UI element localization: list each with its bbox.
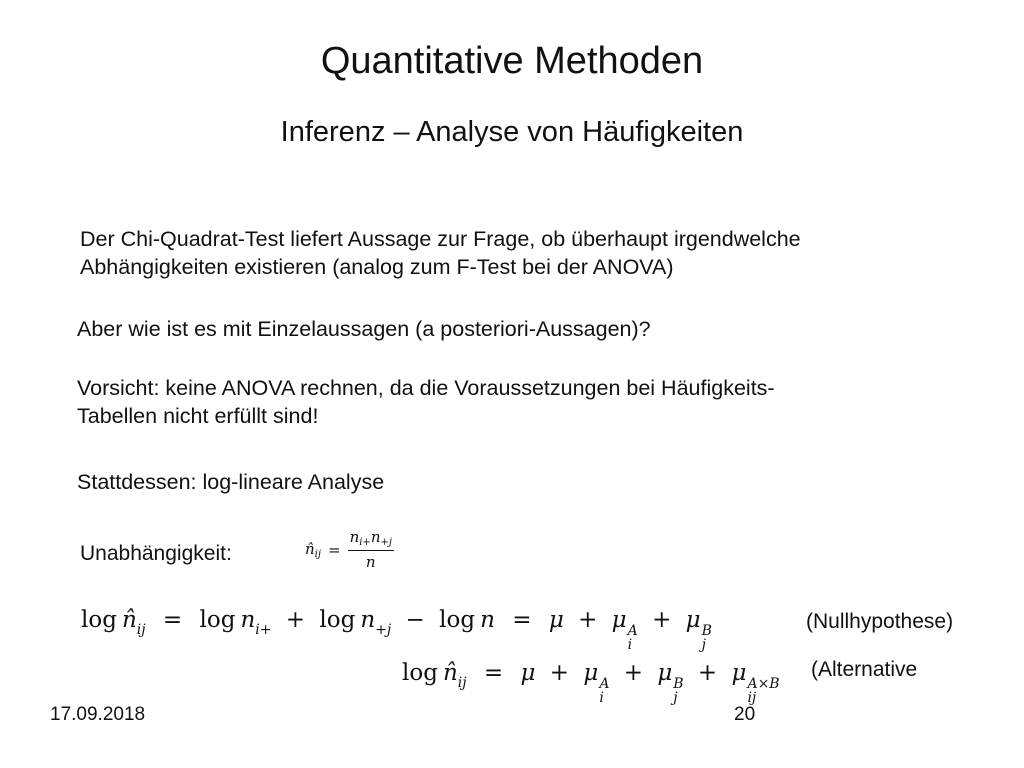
null-hypothesis-formula: log n̂ij = log ni+ + log n+j − log n = μ + μ A i + μ B j [81, 607, 712, 653]
page-number: 20 [734, 704, 756, 725]
alternative-note: (Alternative [811, 658, 918, 681]
paragraph-line: Tabellen nicht erfüllt sind! [77, 404, 319, 428]
alternative-hypothesis-formula: log n̂ij = μ + μ A i + μ B j + μ A×B ij [402, 660, 780, 706]
independence-label: Unabhängigkeit: [80, 542, 232, 565]
slide-title: Quantitative Methoden [320, 40, 704, 82]
footer-date: 17.09.2018 [50, 704, 146, 725]
paragraph-line: Vorsicht: keine ANOVA rechnen, da die Voraussetzungen bei Häufigkeits- [77, 376, 775, 400]
paragraph-warning [77, 374, 775, 430]
paragraph-line: Aber wie ist es mit Einzelaussagen (a posteriori-Aussagen)? [77, 317, 651, 341]
paragraph-chi-square [80, 225, 801, 281]
paragraph-line: Abhängigkeiten existieren (analog zum F-Test bei der ANOVA) [80, 255, 674, 279]
independence-formula: n̂ij = $\frac{ni+n+j}{n}$ [305, 528, 392, 571]
paragraph-line: Stattdessen: log-lineare Analyse [77, 470, 385, 494]
null-hypothesis-note: (Nullhypothese) [806, 610, 954, 633]
paragraph-question [77, 315, 651, 343]
paragraph-instead [77, 468, 384, 496]
slide-subtitle: Inferenz – Analyse von Häufigkeiten [280, 116, 744, 148]
paragraph-line: Der Chi-Quadrat-Test liefert Aussage zur Frage, ob überhaupt irgendwelche [80, 227, 801, 251]
